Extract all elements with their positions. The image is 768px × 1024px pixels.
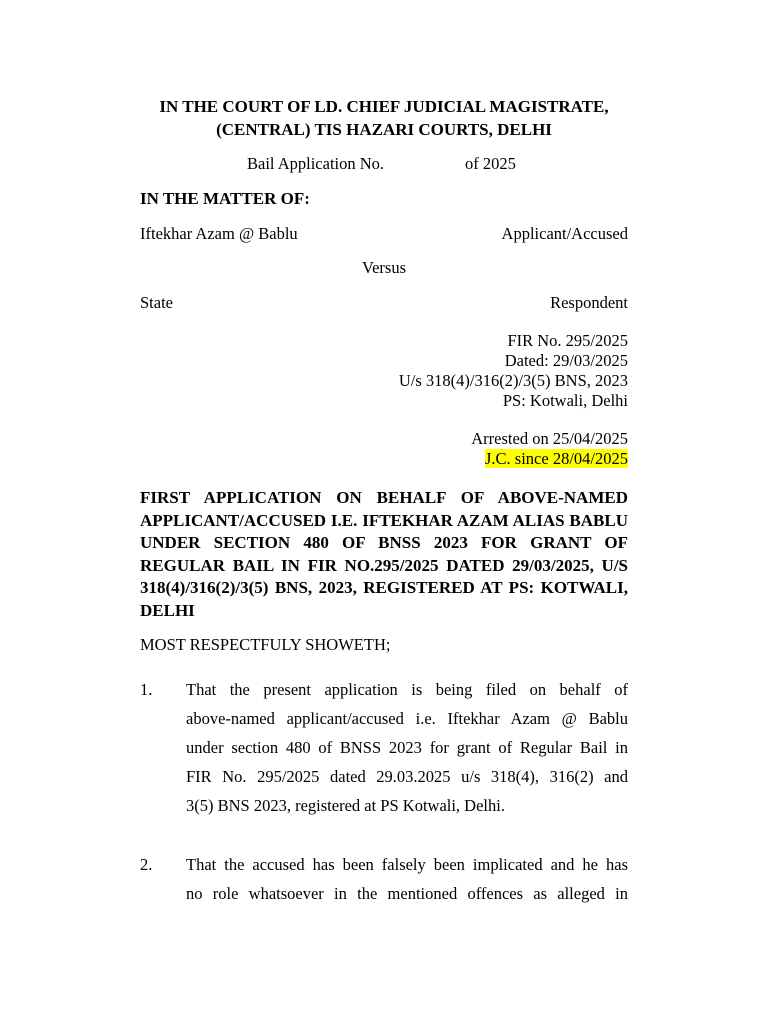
versus-label: Versus — [362, 258, 406, 277]
fir-details — [399, 331, 628, 411]
document-page — [140, 0, 628, 1024]
paragraph-line: FIR No. 295/2025 dated 29.03.2025 u/s 318(4), 316(2) and — [186, 767, 628, 786]
paragraph-line: 3(5) BNS 2023, registered at PS Kotwali, Delhi. — [186, 796, 505, 815]
court-title-line-1: IN THE COURT OF LD. CHIEF JUDICIAL MAGISTRATE, — [159, 97, 609, 116]
respondent-row — [140, 293, 628, 313]
court-title-line-2: (CENTRAL) TIS HAZARI COURTS, DELHI — [216, 120, 552, 139]
paragraph-line: That the present application is being filed on behalf of — [186, 680, 628, 699]
bail-application-label: Bail Application No. — [247, 154, 385, 173]
fir-date: Dated: 29/03/2025 — [504, 351, 628, 370]
paragraph-number: 1. — [140, 680, 153, 699]
respondent-role: Respondent — [550, 293, 628, 312]
respondent-name: State — [140, 293, 173, 312]
fir-sections: U/s 318(4)/316(2)/3(5) BNS, 2023 — [398, 371, 628, 390]
matter-heading: IN THE MATTER OF: — [140, 189, 310, 208]
applicant-role: Applicant/Accused — [501, 224, 628, 243]
fir-police-station: PS: Kotwali, Delhi — [502, 391, 628, 410]
showeth-line: MOST RESPECTFULY SHOWETH; — [140, 635, 391, 654]
bail-application-year: of 2025 — [465, 154, 516, 173]
custody-details — [471, 429, 628, 469]
court-title — [132, 95, 636, 141]
paragraph-line: above-named applicant/accused i.e. Iftekhar Azam @ Bablu — [186, 709, 628, 728]
judicial-custody-date: J.C. since 28/04/2025 — [485, 449, 628, 468]
bail-application-number — [140, 154, 628, 176]
application-heading: FIRST APPLICATION ON BEHALF OF ABOVE-NAMED APPLICANT/ACCUSED I.E. IFTEKHAR AZAM ALIAS BABLU UNDER SECTION 480 OF BNSS 2023 FOR GRANT OF REGULAR BAIL IN FIR NO.295/2025 DATED 29/03/2025, U/S 318(4)/316(2)/3(5) BNS, 2023, REGISTERED AT PS: KOTWALI, DELHI — [140, 488, 628, 620]
paragraph-line: under section 480 of BNSS 2023 for grant of Regular Bail in — [186, 738, 628, 757]
applicant-name: Iftekhar Azam @ Bablu — [140, 224, 298, 243]
paragraph-number: 2. — [140, 855, 153, 874]
arrest-date: Arrested on 25/04/2025 — [471, 429, 628, 448]
fir-number: FIR No. 295/2025 — [507, 331, 628, 350]
paragraph-line: That the accused has been falsely been implicated and he has — [186, 855, 628, 874]
applicant-row — [140, 224, 628, 244]
paragraph-line: no role whatsoever in the mentioned offences as alleged in — [186, 884, 628, 903]
